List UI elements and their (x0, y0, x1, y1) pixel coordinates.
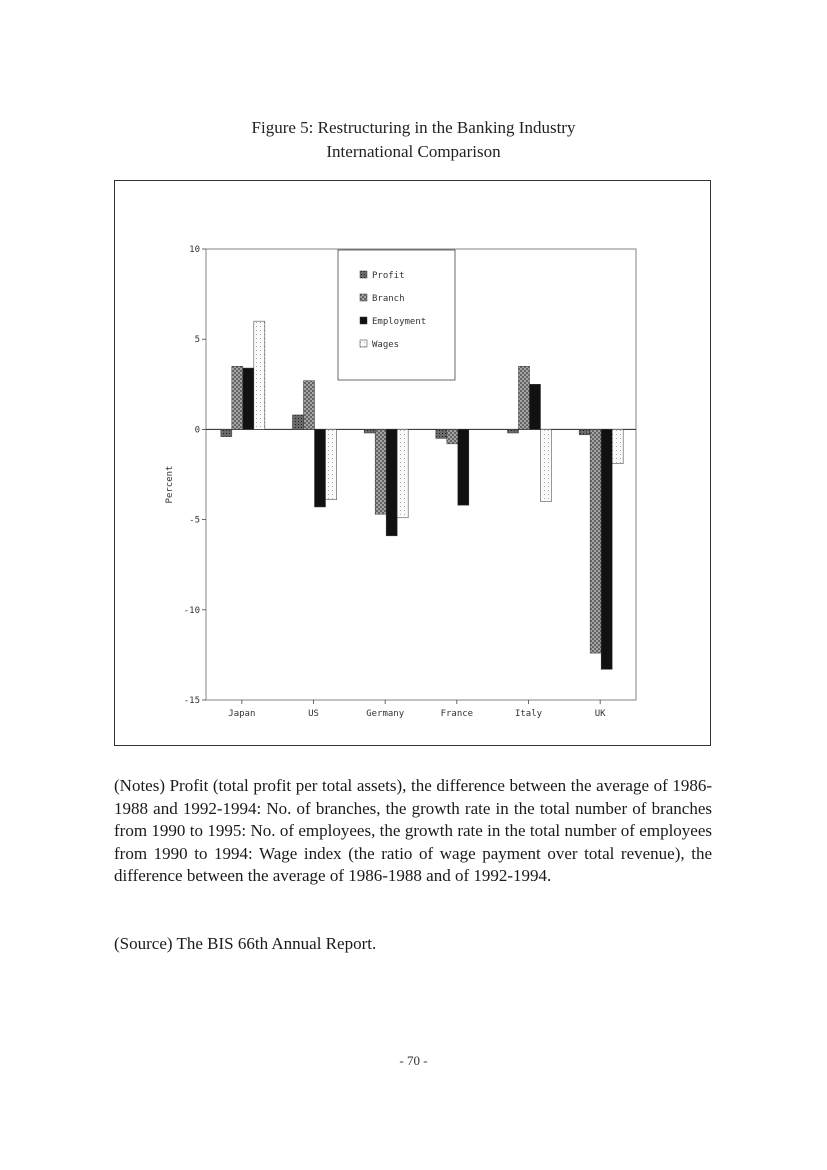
source-paragraph: (Source) The BIS 66th Annual Report. (114, 934, 377, 953)
legend-label-wages: Wages (372, 340, 400, 350)
bar-profit-japan (221, 429, 232, 436)
y-tick-label: 0 (194, 425, 200, 436)
y-axis-label: Percent (165, 465, 175, 504)
x-tick-label-uk: UK (594, 709, 606, 719)
bar-branch-japan (232, 366, 243, 429)
legend-label-employment: Employment (372, 317, 427, 327)
bar-branch-us (304, 381, 315, 430)
legend-swatch-wages (360, 340, 367, 347)
bar-employment-italy (530, 384, 541, 429)
bar-branch-italy (519, 366, 530, 429)
legend-swatch-employment (360, 317, 367, 324)
legend-label-branch: Branch (372, 294, 405, 304)
bar-wages-italy (541, 429, 552, 501)
legend-swatch-branch (360, 294, 367, 301)
figure-subtitle: International Comparison (326, 142, 501, 161)
x-tick-label-germany: Germany (366, 709, 405, 719)
bar-employment-germany (386, 429, 397, 535)
bar-wages-uk (612, 429, 623, 463)
legend-swatch-profit (360, 271, 367, 278)
bar-employment-uk (601, 429, 612, 669)
bar-employment-japan (243, 368, 254, 429)
page-number: - 70 - (399, 1053, 428, 1068)
notes-paragraph: (Notes) Profit (total profit per total assets), the difference between the average of 1986-1988 and 1992-1994: No. of branches, the growth rate in the total number of branches from 1990 to 1995: No. of employees, the growth rate in the total number of employees from 1990 to 1994: Wage index (the ratio of wage payment over total revenue), the difference between the average of 1986-1988 and of 1992-1994. (114, 776, 712, 885)
figure-title: Figure 5: Restructuring in the Banking Industry (251, 118, 576, 137)
legend-box (338, 250, 455, 380)
legend-label-profit: Profit (372, 271, 405, 281)
bar-profit-italy (508, 429, 519, 433)
bar-profit-germany (364, 429, 375, 433)
bar-wages-us (326, 429, 337, 499)
y-tick-label: 10 (189, 245, 200, 255)
legend (338, 250, 455, 380)
y-tick-label: -10 (183, 605, 200, 616)
y-tick-label: -15 (183, 696, 200, 706)
x-tick-label-us: US (308, 709, 319, 719)
bar-wages-japan (254, 321, 265, 429)
x-tick-label-italy: Italy (514, 709, 543, 719)
bar-chart (115, 181, 712, 747)
bar-employment-us (315, 429, 326, 507)
bar-profit-france (436, 429, 447, 438)
figure-frame (114, 180, 711, 746)
bar-branch-germany (375, 429, 386, 514)
y-tick-label: 5 (194, 335, 200, 346)
bar-profit-uk (579, 429, 590, 434)
y-tick-label: -5 (189, 515, 200, 526)
bar-branch-uk (590, 429, 601, 653)
bar-branch-france (447, 429, 458, 443)
x-tick-label-japan: Japan (228, 709, 256, 719)
bar-wages-germany (397, 429, 408, 517)
bar-employment-france (458, 429, 469, 505)
x-tick-label-france: France (440, 709, 474, 719)
bar-profit-us (293, 415, 304, 429)
